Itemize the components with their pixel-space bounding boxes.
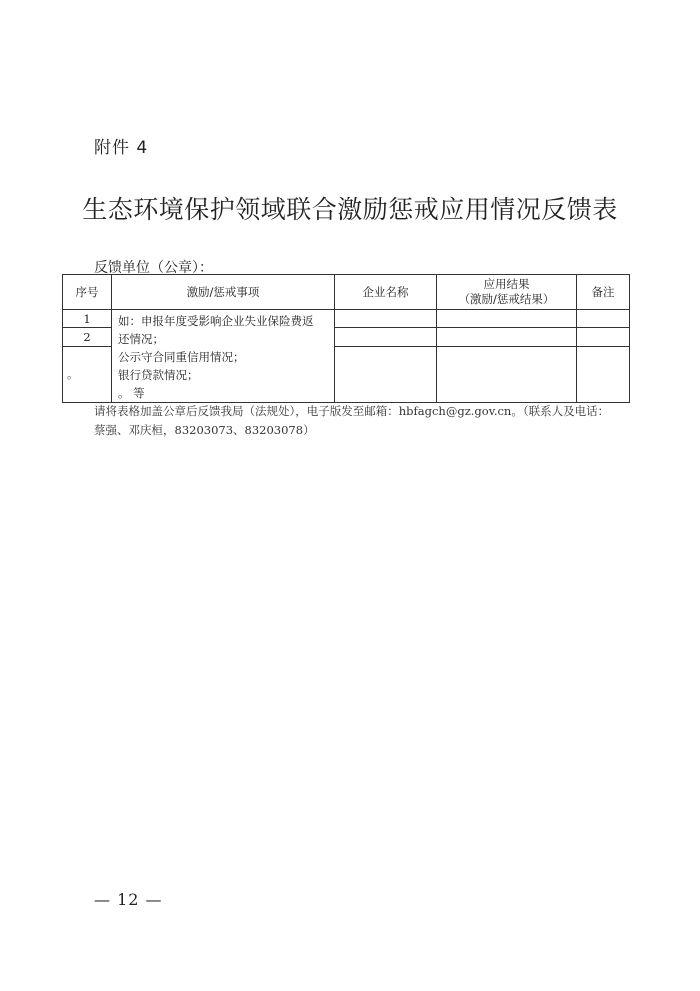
feedback-table (62, 274, 630, 403)
table-header-row (63, 275, 630, 310)
header-item: 激励/惩戒事项 (112, 275, 335, 310)
attachment-label: 附件 4 (94, 138, 149, 158)
note-line: 请将表格加盖公章后反馈我局（法规处），电子版发至邮箱：hbfagch@gz.gov.cn。（联系人及电话： (94, 404, 610, 418)
company-cell (335, 310, 437, 328)
note-line: 蔡强、邓庆桓，83203073、83203078） (94, 423, 315, 437)
result-cell (437, 346, 577, 402)
header-result-line1: 应用结果 (483, 277, 530, 292)
header-company: 企业名称 (335, 275, 437, 310)
result-cell (437, 328, 577, 346)
header-remark: 备注 (577, 275, 630, 310)
item-line: 如：申报年度受影响企业失业保险费返 (118, 314, 314, 328)
submission-note (94, 402, 609, 440)
company-cell (335, 328, 437, 346)
page-number: — 12 — (94, 890, 163, 909)
remark-cell (577, 310, 630, 328)
document-title: 生态环境保护领域联合激励惩戒应用情况反馈表 (82, 195, 618, 224)
remark-cell (577, 328, 630, 346)
table-row (63, 310, 630, 328)
result-cell (437, 310, 577, 328)
row-seq: 。 (63, 346, 112, 402)
header-result-line2: （激励/惩戒结果） (458, 292, 555, 306)
company-cell (335, 346, 437, 402)
item-line: 还情况； (118, 332, 164, 346)
item-line: 公示守合同重信用情况； (118, 350, 245, 364)
row-seq: 2 (63, 328, 112, 346)
row-seq: 1 (63, 310, 112, 328)
item-line: 银行贷款情况； (118, 368, 199, 382)
feedback-unit-label: 反馈单位（公章）： (94, 260, 213, 276)
item-line: 。 等 (118, 386, 145, 400)
header-result (437, 275, 577, 310)
remark-cell (577, 346, 630, 402)
header-seq: 序号 (63, 275, 112, 310)
item-description-cell (112, 310, 335, 403)
